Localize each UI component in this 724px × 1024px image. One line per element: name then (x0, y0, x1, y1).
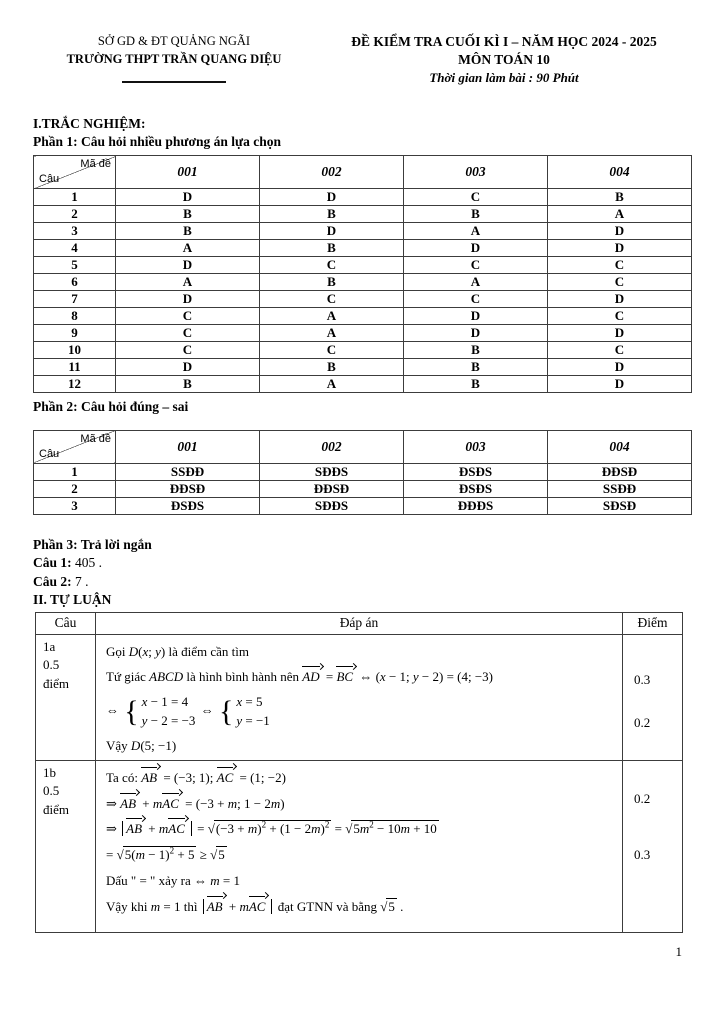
exam-code: 001 (116, 430, 260, 463)
answer-row (34, 257, 692, 274)
answer-cell: C (404, 291, 548, 308)
answer-cell: D (548, 325, 692, 342)
exam-duration: Thời gian làm bài : 90 Phút (429, 69, 579, 85)
answer-cell: B (404, 342, 548, 359)
answer-cell: D (116, 291, 260, 308)
answer-cell: A (116, 274, 260, 291)
answer-cell: D (548, 376, 692, 393)
exam-code: 004 (548, 156, 692, 189)
answer-cell: C (116, 325, 260, 342)
essay-question-id (36, 760, 96, 932)
answer-row (34, 480, 692, 497)
answer-cell: B (260, 240, 404, 257)
question-number: 12 (34, 376, 116, 393)
answer-cell: D (116, 257, 260, 274)
part-1-heading: Phần 1: Câu hỏi nhiều phương án lựa chọn (33, 134, 282, 150)
answer-cell: C (548, 257, 692, 274)
answer-row (34, 342, 692, 359)
part-2-heading: Phần 2: Câu hỏi đúng – sai (33, 399, 189, 415)
essay-solution (96, 760, 623, 932)
answer-row (34, 308, 692, 325)
short-answer-2 (33, 573, 724, 591)
exam-code: 003 (404, 430, 548, 463)
solution-line: Dấu " = " xảy ra ⇔ m = 1 (106, 872, 240, 888)
school-header (36, 33, 312, 86)
solution-line: Gọi D(x; y) là điểm cần tìm (106, 643, 250, 659)
solution-line: = $√5(m - 1)^2 + 5 \ge √5$ (106, 845, 225, 863)
answer-cell: D (404, 325, 548, 342)
question-number: 6 (34, 274, 116, 291)
answer-cell: C (404, 257, 548, 274)
answer-cell: SĐSĐ (548, 497, 692, 514)
question-number: 9 (34, 325, 116, 342)
question-number: 5 (34, 257, 116, 274)
answer-cell: C (548, 308, 692, 325)
header-divider (122, 81, 226, 83)
question-number: 7 (34, 291, 116, 308)
essay-scores (623, 760, 683, 932)
corner-label-question: Câu (39, 447, 60, 460)
answer-cell: C (116, 308, 260, 325)
short-answer-label: Câu 1: (33, 555, 72, 571)
answer-cell: B (260, 206, 404, 223)
corner-cell (34, 156, 116, 189)
answer-cell: SSĐĐ (116, 463, 260, 480)
answer-cell: D (260, 223, 404, 240)
table-header-row (34, 430, 692, 463)
exam-subject: MÔN TOÁN 10 (458, 51, 550, 67)
answer-cell: B (548, 189, 692, 206)
part-3-heading: Phần 3: Trả lời ngắn (33, 536, 152, 552)
answer-cell: D (548, 359, 692, 376)
answer-cell: A (260, 325, 404, 342)
exam-code: 004 (548, 430, 692, 463)
answer-row (34, 497, 692, 514)
answer-cell: SĐĐS (260, 497, 404, 514)
corner-cell (34, 430, 116, 463)
answer-cell: A (404, 223, 548, 240)
question-number: 2 (34, 206, 116, 223)
corner-label-question: Câu (39, 173, 60, 186)
solution-line: Ta có: AB = (−3; 1); AC = (1; −2) (106, 769, 286, 785)
answer-cell: B (260, 359, 404, 376)
essay-header-diem: Điểm (623, 612, 683, 634)
answer-cell: B (116, 206, 260, 223)
answer-cell: A (116, 240, 260, 257)
answer-cell: D (548, 240, 692, 257)
question-number: 4 (34, 240, 116, 257)
score-value: 0.3 (634, 671, 651, 687)
exam-code: 001 (116, 156, 260, 189)
answer-row (34, 206, 692, 223)
answer-cell: A (260, 376, 404, 393)
multiple-choice-table (33, 155, 692, 393)
question-number: 8 (34, 308, 116, 325)
score-value: 0.2 (634, 714, 651, 730)
question-number: 11 (34, 359, 116, 376)
question-id: 1b (43, 764, 56, 780)
essay-row-1b (36, 760, 683, 932)
exam-title-block (312, 33, 696, 86)
page-number: 1 (675, 944, 682, 959)
answer-row (34, 325, 692, 342)
answer-cell: A (260, 308, 404, 325)
answer-cell: D (404, 308, 548, 325)
exam-code: 002 (260, 156, 404, 189)
answer-row (34, 240, 692, 257)
exam-title: ĐỀ KIỂM TRA CUỐI KÌ I – NĂM HỌC 2024 - 2025 (351, 34, 657, 49)
answer-cell: B (404, 206, 548, 223)
essay-row-1a (36, 634, 683, 760)
essay-header-dapan: Đáp án (96, 612, 623, 634)
answer-cell: A (548, 206, 692, 223)
answer-row (34, 274, 692, 291)
question-number: 2 (34, 480, 116, 497)
answer-cell: ĐĐĐS (404, 497, 548, 514)
short-answer-value: 7 . (75, 573, 89, 589)
answer-cell: B (260, 274, 404, 291)
answer-cell: B (404, 359, 548, 376)
corner-label-code: Mã đề (80, 432, 111, 445)
corner-label-code: Mã đề (80, 158, 111, 171)
question-number: 1 (34, 463, 116, 480)
question-number: 3 (34, 497, 116, 514)
answer-cell: C (260, 257, 404, 274)
essay-question-id (36, 634, 96, 760)
answer-cell: ĐĐSĐ (548, 463, 692, 480)
answer-cell: ĐSĐS (404, 480, 548, 497)
answer-cell: B (116, 223, 260, 240)
answer-row (34, 376, 692, 393)
solution-line: ⇒ AB + mAC = (−3 + m; 1 − 2m) (106, 795, 285, 811)
answer-cell: A (404, 274, 548, 291)
exam-code: 003 (404, 156, 548, 189)
short-answer-1 (33, 554, 724, 572)
page-header (0, 0, 724, 86)
essay-scores (623, 634, 683, 760)
question-number: 1 (34, 189, 116, 206)
solution-line: ⇒ AB + mAC = $√(-3 + m)^2 + (1 - 2m)^2 = √5m^2 - 10m + 10$ (106, 819, 437, 837)
answer-cell: D (548, 223, 692, 240)
answer-row (34, 291, 692, 308)
answer-cell: ĐĐSĐ (116, 480, 260, 497)
essay-solution-table (35, 612, 683, 933)
solution-line: Vậy khi m = 1 thì AB + mAC đạt GTNN và bằng √5 . (106, 898, 404, 914)
department-name: SỞ GD & ĐT QUẢNG NGÃI (97, 34, 251, 48)
answer-cell: C (404, 189, 548, 206)
answer-cell: ĐĐSĐ (260, 480, 404, 497)
score-value: 0.3 (634, 846, 651, 862)
answer-cell: C (116, 342, 260, 359)
answer-row (34, 359, 692, 376)
question-number: 3 (34, 223, 116, 240)
essay-solution (96, 634, 623, 760)
section-1-heading: I.TRẮC NGHIỆM: (33, 115, 146, 131)
question-points-unit: điểm (43, 675, 69, 691)
answer-cell: SĐĐS (260, 463, 404, 480)
answer-row (34, 463, 692, 480)
answer-cell: D (260, 189, 404, 206)
true-false-table (33, 430, 692, 515)
answer-cell: D (404, 240, 548, 257)
score-value: 0.2 (634, 790, 651, 806)
solution-line: Tứ giác ABCD là hình bình hành nên AD = BC ⇔ (x − 1; y − 2) = (4; −3) (106, 669, 494, 685)
question-points: 0.5 (43, 657, 60, 673)
question-id: 1a (43, 638, 56, 654)
answer-row (34, 189, 692, 206)
answer-cell: C (548, 342, 692, 359)
answer-cell: B (404, 376, 548, 393)
answer-cell: C (260, 291, 404, 308)
essay-header-row (36, 612, 683, 634)
answer-cell: B (116, 376, 260, 393)
solution-line: Vậy D(5; −1) (106, 738, 177, 754)
answer-cell: SSĐĐ (548, 480, 692, 497)
short-answer-value: 405 . (75, 555, 103, 571)
question-points-unit: điểm (43, 801, 69, 817)
answer-cell: C (260, 342, 404, 359)
answer-cell: D (548, 291, 692, 308)
section-2-heading: II. TỰ LUẬN (33, 592, 112, 607)
exam-code: 002 (260, 430, 404, 463)
school-name: TRƯỜNG THPT TRẦN QUANG DIỆU (66, 51, 282, 66)
table-header-row (34, 156, 692, 189)
answer-cell: D (116, 189, 260, 206)
short-answer-label: Câu 2: (33, 573, 72, 589)
answer-cell: ĐSĐS (404, 463, 548, 480)
answer-cell: ĐSĐS (116, 497, 260, 514)
essay-header-cau: Câu (36, 612, 96, 634)
solution-line: ⇔ { x − 1 = 4 y − 2 = −3 ⇔ { x = 5 y = −1 (106, 694, 270, 728)
answer-cell: D (116, 359, 260, 376)
answer-row (34, 223, 692, 240)
answer-cell: C (548, 274, 692, 291)
question-points: 0.5 (43, 783, 60, 799)
question-number: 10 (34, 342, 116, 359)
